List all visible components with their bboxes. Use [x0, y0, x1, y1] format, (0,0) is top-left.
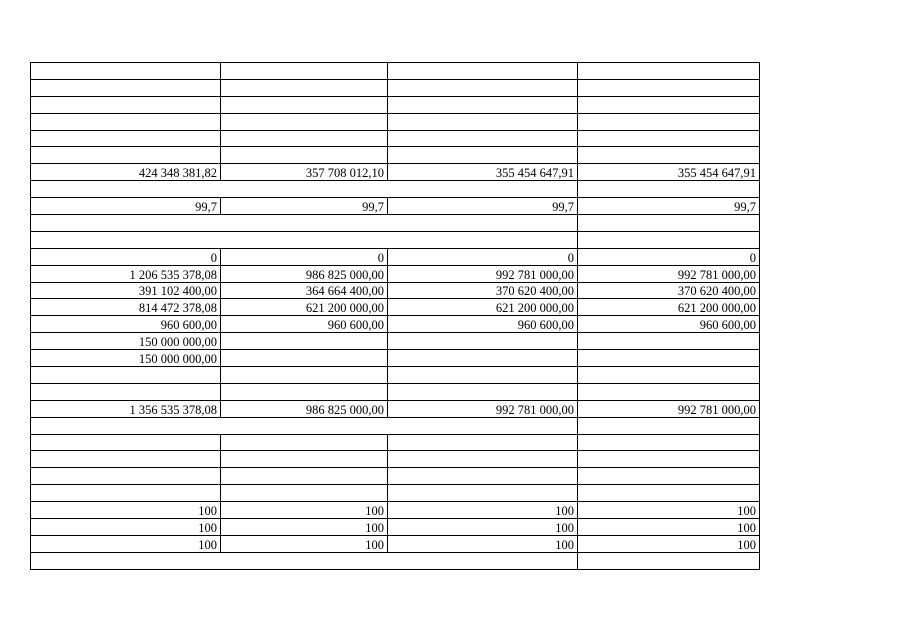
table-row — [31, 502, 760, 519]
table-cell — [388, 63, 578, 80]
table-cell — [221, 113, 388, 130]
table-cell — [578, 215, 760, 232]
table-cell — [578, 383, 760, 400]
table-row — [31, 434, 760, 451]
table-cell: 100 — [31, 535, 221, 552]
table-cell — [31, 485, 221, 502]
table-cell: 0 — [578, 248, 760, 265]
table-cell — [388, 130, 578, 147]
table-row — [31, 485, 760, 502]
table-cell — [388, 113, 578, 130]
table-cell — [221, 367, 388, 384]
table-cell: 100 — [388, 519, 578, 536]
table-cell — [578, 181, 760, 198]
table-cell: 357 708 012,10 — [221, 164, 388, 181]
table-cell — [578, 231, 760, 248]
table-row — [31, 367, 760, 384]
table-cell: 150 000 000,00 — [31, 350, 221, 367]
table-cell: 1 206 535 378,08 — [31, 265, 221, 282]
table-row — [31, 113, 760, 130]
table-cell: 370 620 400,00 — [388, 282, 578, 299]
table-cell: 150 000 000,00 — [31, 333, 221, 350]
table-row — [31, 215, 760, 232]
table-cell — [31, 383, 221, 400]
table-cell: 370 620 400,00 — [578, 282, 760, 299]
table-cell: 100 — [388, 502, 578, 519]
table-cell — [31, 434, 221, 451]
table-cell — [388, 383, 578, 400]
table-cell: 364 664 400,00 — [221, 282, 388, 299]
table-row — [31, 198, 760, 215]
table-row — [31, 535, 760, 552]
table-cell: 621 200 000,00 — [221, 299, 388, 316]
table-cell — [31, 417, 578, 434]
table-cell — [221, 434, 388, 451]
table-cell: 960 600,00 — [388, 316, 578, 333]
table-cell — [31, 130, 221, 147]
table-row — [31, 333, 760, 350]
table-cell — [578, 63, 760, 80]
table-row — [31, 265, 760, 282]
table-cell — [388, 333, 578, 350]
table-cell: 0 — [31, 248, 221, 265]
table-row — [31, 181, 760, 198]
table-cell — [388, 350, 578, 367]
table-cell — [388, 485, 578, 502]
table-cell — [31, 367, 221, 384]
table-row — [31, 147, 760, 164]
table-cell — [221, 333, 388, 350]
table-row — [31, 350, 760, 367]
table-row — [31, 96, 760, 113]
table-cell — [221, 451, 388, 468]
table-row — [31, 316, 760, 333]
table-row — [31, 468, 760, 485]
table-cell — [578, 485, 760, 502]
table-cell: 99,7 — [221, 198, 388, 215]
table-cell — [578, 434, 760, 451]
table-row — [31, 552, 760, 569]
table-cell — [221, 130, 388, 147]
table-cell: 960 600,00 — [221, 316, 388, 333]
table-cell — [31, 181, 578, 198]
table-cell — [221, 485, 388, 502]
table-body — [31, 63, 760, 570]
table-cell — [31, 451, 221, 468]
table-cell — [578, 350, 760, 367]
table-row — [31, 417, 760, 434]
table-cell: 100 — [578, 519, 760, 536]
table-cell — [221, 96, 388, 113]
table-cell — [221, 147, 388, 164]
table-cell — [578, 79, 760, 96]
table-cell — [31, 63, 221, 80]
table-cell: 424 348 381,82 — [31, 164, 221, 181]
table-cell: 814 472 378,08 — [31, 299, 221, 316]
table-cell: 391 102 400,00 — [31, 282, 221, 299]
table-row — [31, 231, 760, 248]
table-cell — [221, 79, 388, 96]
table-cell — [221, 350, 388, 367]
table-cell: 100 — [221, 519, 388, 536]
table-cell — [578, 130, 760, 147]
table-cell: 0 — [388, 248, 578, 265]
table-cell: 992 781 000,00 — [388, 400, 578, 417]
table-row — [31, 299, 760, 316]
table-cell — [578, 552, 760, 569]
table-cell — [388, 468, 578, 485]
table-cell: 100 — [578, 535, 760, 552]
table-cell — [578, 96, 760, 113]
table-row — [31, 164, 760, 181]
table-cell: 1 356 535 378,08 — [31, 400, 221, 417]
table-row — [31, 400, 760, 417]
table-cell — [388, 367, 578, 384]
table-cell: 355 454 647,91 — [388, 164, 578, 181]
table-cell — [31, 215, 578, 232]
table-cell — [388, 434, 578, 451]
data-table — [30, 62, 760, 570]
table-cell: 100 — [578, 502, 760, 519]
table-cell — [31, 96, 221, 113]
table-row — [31, 519, 760, 536]
table-cell: 0 — [221, 248, 388, 265]
table-cell: 355 454 647,91 — [578, 164, 760, 181]
table-row — [31, 383, 760, 400]
table-cell — [578, 113, 760, 130]
table-cell: 99,7 — [388, 198, 578, 215]
table-cell: 99,7 — [31, 198, 221, 215]
table-cell: 100 — [221, 535, 388, 552]
table-cell: 100 — [221, 502, 388, 519]
table-cell — [388, 96, 578, 113]
table-cell — [388, 79, 578, 96]
table-cell: 986 825 000,00 — [221, 265, 388, 282]
table-cell — [221, 468, 388, 485]
table-cell: 960 600,00 — [578, 316, 760, 333]
table-row — [31, 248, 760, 265]
table-cell — [221, 63, 388, 80]
table-cell: 960 600,00 — [31, 316, 221, 333]
table-cell — [221, 383, 388, 400]
table-cell — [578, 367, 760, 384]
table-row — [31, 79, 760, 96]
table-cell: 992 781 000,00 — [578, 265, 760, 282]
table-cell: 100 — [31, 502, 221, 519]
table-cell — [578, 147, 760, 164]
table-cell — [388, 147, 578, 164]
table-cell — [578, 468, 760, 485]
table-row — [31, 63, 760, 80]
table-cell: 621 200 000,00 — [388, 299, 578, 316]
table-row — [31, 451, 760, 468]
table-cell: 986 825 000,00 — [221, 400, 388, 417]
table-cell: 992 781 000,00 — [388, 265, 578, 282]
table-row — [31, 282, 760, 299]
table-cell: 621 200 000,00 — [578, 299, 760, 316]
table-cell — [31, 552, 578, 569]
table-cell — [388, 451, 578, 468]
table-cell: 100 — [388, 535, 578, 552]
table-cell — [31, 147, 221, 164]
table-cell — [578, 417, 760, 434]
table-cell — [578, 333, 760, 350]
table-cell: 99,7 — [578, 198, 760, 215]
table-cell — [578, 451, 760, 468]
table-cell: 100 — [31, 519, 221, 536]
table-cell — [31, 468, 221, 485]
table-cell — [31, 231, 578, 248]
table-cell: 992 781 000,00 — [578, 400, 760, 417]
table-cell — [31, 113, 221, 130]
table-cell — [31, 79, 221, 96]
table-row — [31, 130, 760, 147]
